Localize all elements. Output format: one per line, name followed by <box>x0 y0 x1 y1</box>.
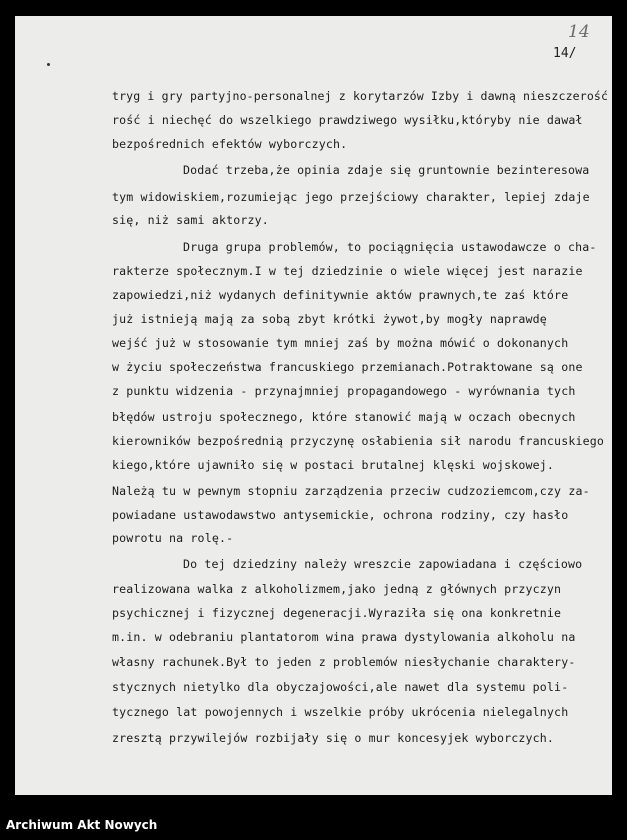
text-line: powiadane ustawodawstwo antysemickie, ochrona rodziny, czy hasło <box>112 508 569 522</box>
text-line: wejść już w stosowanie tym mniej zaś by można mówić o dokonanych <box>112 336 569 350</box>
text-line: z punktu widzenia - przynajmniej propagandowego - wyrównania tych <box>112 384 576 398</box>
text-line: już istnieją mają za sobą zbyt krótki żywot,by mogły naprawdę <box>112 312 547 326</box>
text-line: bezpośrednich efektów wyborczych. <box>112 137 348 151</box>
text-line: powrotu na rolę.- <box>112 531 234 545</box>
text-line: błędów ustroju społecznego, które stanowić mają w oczach obecnych <box>112 410 576 424</box>
text-line: własny rachunek.Był to jeden z problemów niesłychanie charaktery- <box>112 655 576 669</box>
text-line: Dodać trzeba,że opinia zdaje się gruntownie bezinteresowa <box>183 163 590 177</box>
text-line: stycznych nietylko dla obyczajowości,ale nawet dla systemu poli- <box>112 680 569 694</box>
text-line: psychicznej i fizycznej degeneracji.Wyraziła się ona konkretnie <box>112 606 562 620</box>
text-line: Do tej dziedziny należy wreszcie zapowiadana i częściowo <box>183 557 583 571</box>
archive-watermark-label: Archiwum Akt Nowych <box>6 818 158 832</box>
text-line: w życiu społeczeństwa francuskiego przemianach.Potraktowane są one <box>112 360 583 374</box>
margin-dot <box>47 63 50 66</box>
text-line: się, niż sami aktorzy. <box>112 213 269 227</box>
text-line: Należą tu w pewnym stopniu zarządzenia przeciw cudzoziemcom,czy za- <box>112 484 590 498</box>
text-line: Druga grupa problemów, to pociągnięcia ustawodawcze o cha- <box>183 240 597 254</box>
text-line: tryg i gry partyjno-personalnej z korytarzów Izby i dawną nieszczerość <box>112 89 609 103</box>
text-line: zapowiedzi,niż wydanych definitywnie aktów prawnych,te zaś które <box>112 288 569 302</box>
text-line: rość i niechęć do wszelkiego prawdziwego wysiłku,któryby nie dawał <box>112 113 583 127</box>
text-line: tym widowiskiem,rozumiejąc jego przejściowy charakter, lepiej zdaje <box>112 190 590 204</box>
typed-page-number: 14/ <box>553 46 577 61</box>
text-line: zresztą przywilejów rozbijały się o mur koncesyjek wyborczych. <box>112 731 555 745</box>
text-line: realizowana walka z alkoholizmem,jako jedną z głównych przyczyn <box>112 582 562 596</box>
text-line: tycznego lat powojennych i wszelkie próby ukrócenia nielegalnych <box>112 705 569 719</box>
text-line: m.in. w odebraniu plantatorom wina prawa dystylowania alkoholu na <box>112 630 576 644</box>
text-line: rakterze społecznym.I w tej dziedzinie o wiele więcej jest narazie <box>112 264 583 278</box>
text-line: kierowników bezpośrednią przyczynę osłabienia sił narodu francuskiego <box>112 434 604 448</box>
document-page <box>15 16 612 795</box>
pencil-page-number: 14 <box>568 22 590 42</box>
text-line: kiego,które ujawniło się w postaci brutalnej klęski wojskowej. <box>112 458 555 472</box>
